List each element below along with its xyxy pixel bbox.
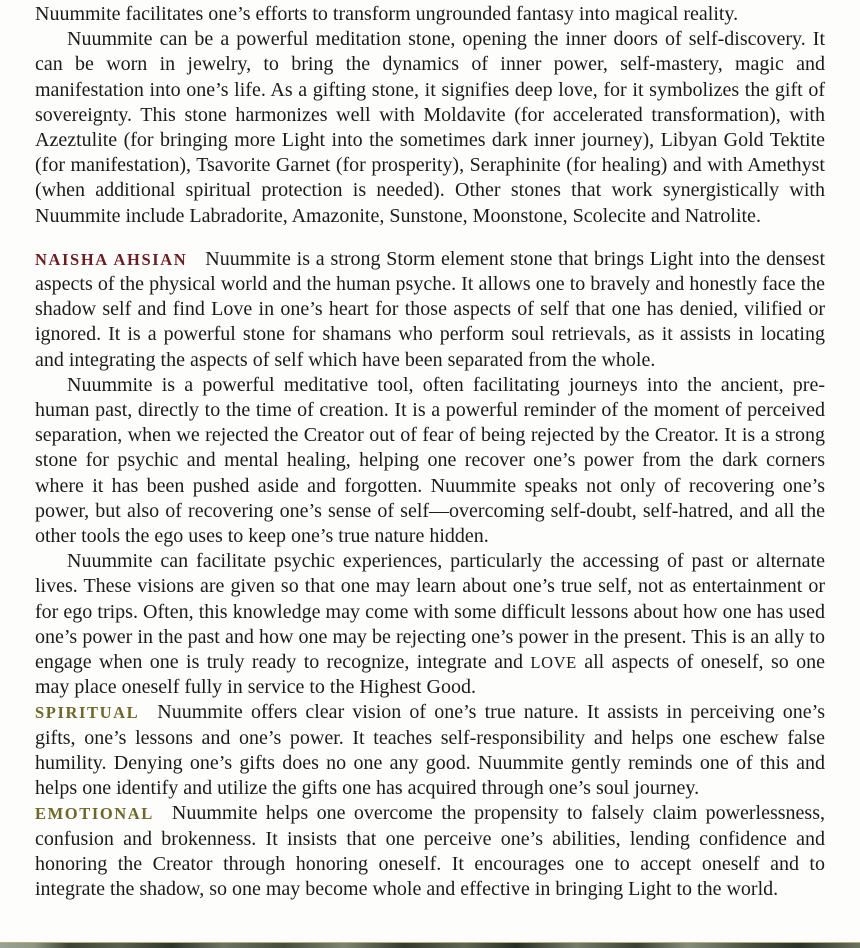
emphasized-word: LOVE bbox=[530, 653, 577, 673]
paragraph-text: Nuummite is a powerful meditative tool, often facilitating journeys into the ancient, pre-human past, directly to the time of creation. It is a powerful reminder of the moment of perceived separation, when we rejected the Creator out of fear of being rejected by the Creator. It is a strong stone for psychic and mental healing, helping one recover one’s power from the dark corners where it has been pushed aside and forgotten. Nuummite speaks not only of recovering one’s power, but also of recovering one’s sense of self—overcoming self-doubt, self-hatred, and all the other tools the ego uses to keep one’s true nature hidden. bbox=[35, 373, 825, 548]
paragraph-text: Nuummite is a strong Storm element stone that brings Light into the densest aspects of the physical world and the human psyche. It allows one to bravely and honestly face the shadow self and find Love in one’s heart for those aspects of self that one has denied, vilified or ignored. It is a powerful stone for shamans who perform soul retrievals, as it assists in locating and integrating the aspects of self which have been separated from the whole. bbox=[35, 247, 825, 371]
paragraph bbox=[35, 27, 825, 229]
photo-top-edge bbox=[0, 942, 860, 948]
text-content bbox=[35, 0, 825, 902]
paragraph bbox=[35, 373, 825, 549]
paragraph bbox=[35, 2, 825, 27]
paragraph bbox=[35, 549, 825, 700]
paragraph bbox=[35, 247, 825, 373]
section-heading-naisha-ahsian: NAISHA AHSIAN bbox=[35, 249, 188, 269]
paragraph-text: Nuummite offers clear vision of one’s true nature. It assists in perceiving one’s gifts, one’s lessons and one’s power. It teaches self-responsibility and helps one eschew false humility. Denying one’s gifts does no one any good. Nuummite gently reminds one of this and helps one identify and utilize the gifts one has acquired through one’s soul journey. bbox=[35, 701, 825, 800]
paragraph-text: Nuummite can facilitate psychic experiences, particularly the accessing of past or alternate lives. These visions are given so that one may learn about one’s true self, not as entertainment or for ego trips. Often, this knowledge may come with some difficult lessons about how one has used one’s power in the past and how one may be rejecting one’s power in the present. This is an ally to engage when one is truly ready to recognize, integrate and bbox=[35, 550, 825, 674]
paragraph-text: Nuummite facilitates one’s efforts to transform ungrounded fantasy into magical reality. bbox=[35, 3, 739, 25]
paragraph bbox=[35, 700, 825, 801]
section-heading-emotional: EMOTIONAL bbox=[35, 804, 154, 824]
paragraph bbox=[35, 801, 825, 902]
paragraph-text: all aspects of oneself, so one may place oneself fully in service to the Highest Good. bbox=[35, 651, 825, 699]
paragraph-text: Nuummite can be a powerful meditation stone, opening the inner doors of self-discovery. It can be worn in jewelry, to bring the dynamics of inner power, self-mastery, magic and manifestation into one’s life. As a gifting stone, it signifies deep love, for it symbolizes the gift of sovereignty. This stone harmonizes well with Moldavite (for accelerated transformation), with Azeztulite (for bringing more Light into the sometimes dark inner journey), Libyan Gold Tektite (for manifestation), Tsavorite Garnet (for prosperity), Seraphinite (for healing) and with Amethyst (when additional spiritual protection is needed). Other stones that work synergistically with Nuummite include Labradorite, Amazonite, Sunstone, Moonstone, Scolecite and Natrolite. bbox=[35, 28, 825, 227]
section-heading-spiritual: SPIRITUAL bbox=[35, 703, 140, 723]
paragraph-text: Nuummite helps one overcome the propensity to falsely claim powerlessness, confusion and brokenness. It insists that one perceive one’s abilities, lending confidence and honoring the Creator through honoring oneself. It encourages one to accept oneself and to integrate the shadow, so one may become whole and effective in bringing Light to the world. bbox=[35, 802, 825, 900]
